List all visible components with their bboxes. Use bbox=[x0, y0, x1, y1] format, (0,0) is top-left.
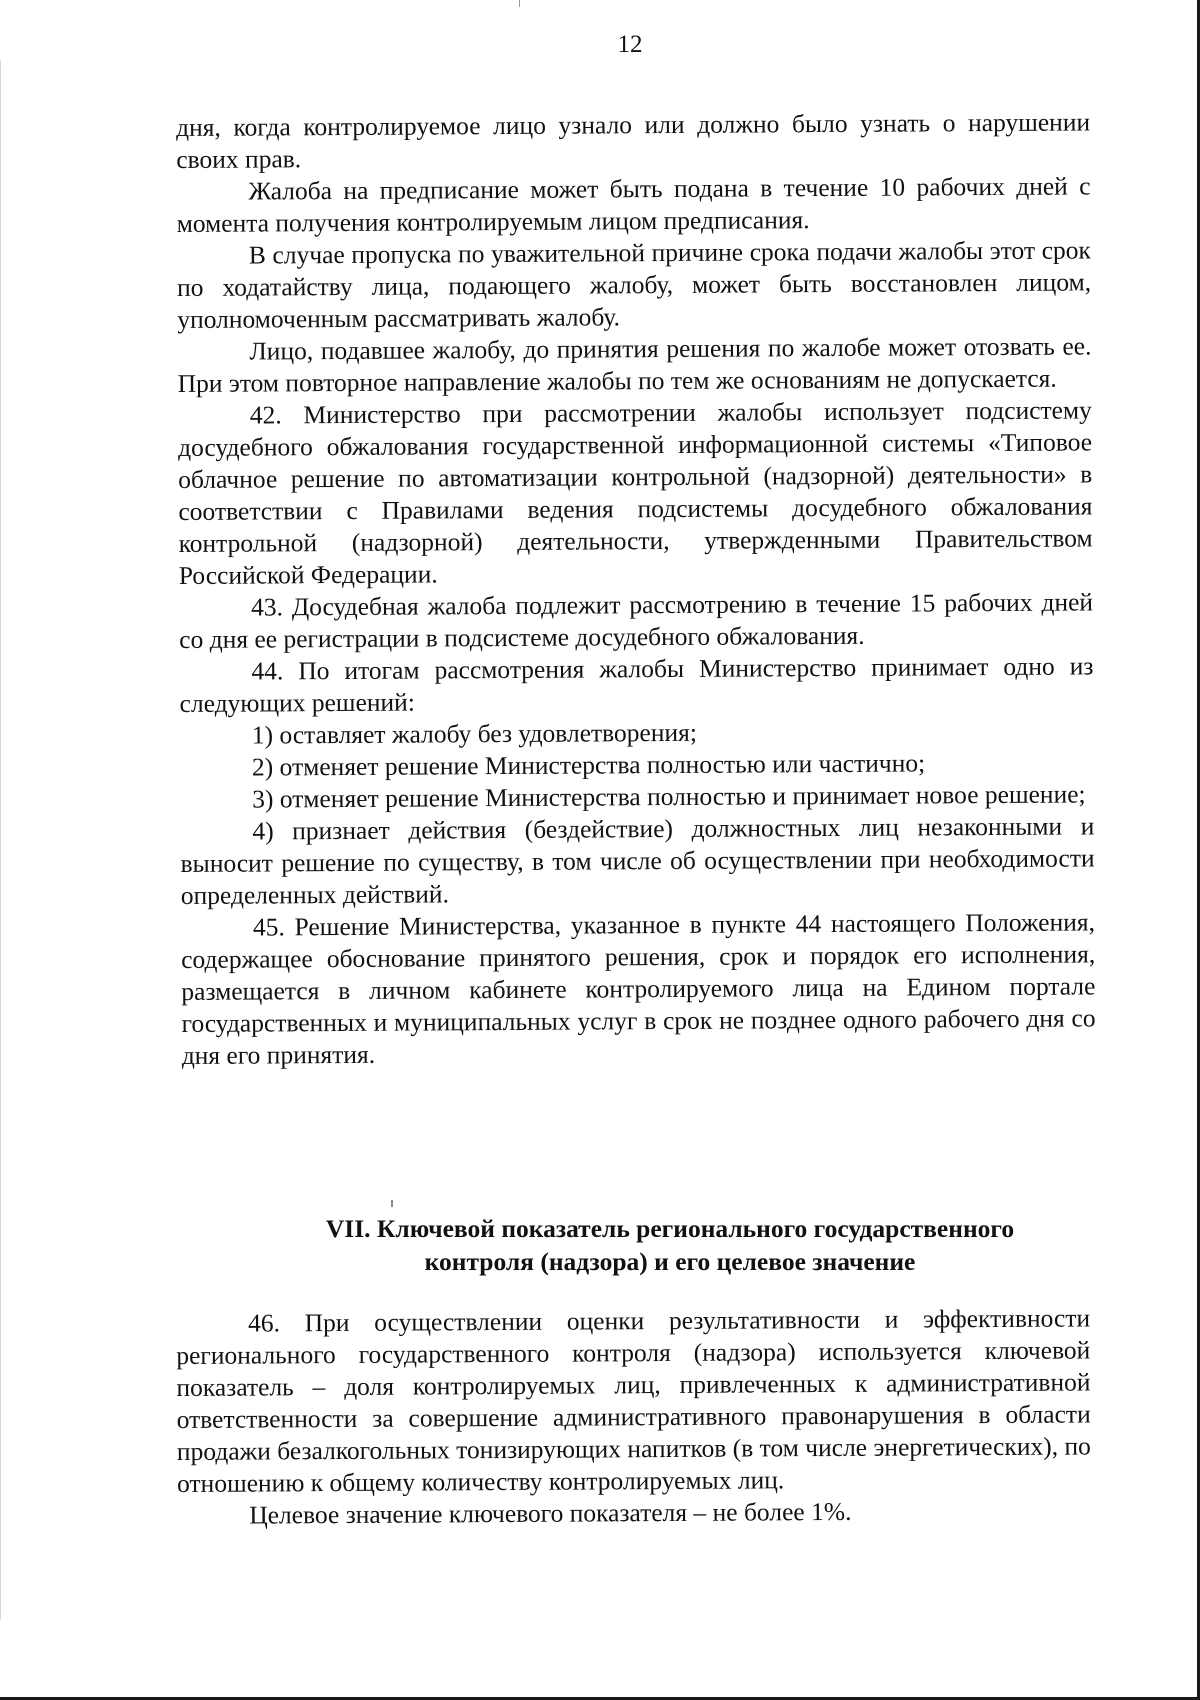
paragraph: Целевое значение ключевого показателя – не более 1%. bbox=[249, 1496, 852, 1530]
section-heading bbox=[250, 1212, 1090, 1278]
section-heading-line: контроля (надзора) и его целевое значение bbox=[424, 1247, 916, 1276]
section-heading-line: VII. Ключевой показатель регионального государственного bbox=[325, 1214, 1015, 1243]
list-item: 3) отменяет решение Министерства полностью и принимает новое решение; bbox=[252, 779, 1086, 814]
page-number: 12 bbox=[617, 31, 643, 58]
paragraph-item-46: 46. При осуществлении оценки результативности и эффективности регионального государственного контроля (надзора) используется ключевой показатель – доля контролируемых лиц, привлеченных к административной ответственности за совершение административного правонарушения в области продажи безалкогольных тонизирующих напитков (в том числе энергетических), по отношению к общему количеству контролируемых лиц. bbox=[176, 1303, 1091, 1498]
scan-edge-left bbox=[0, 60, 1, 1620]
paragraph-item-42: 42. Министерство при рассмотрении жалобы использует подсистему досудебного обжалования государственной информационной системы «Типовое облачное решение по автоматизации контрольной (надзорной) деятельности» в соответствии с Правилами ведения подсистемы досудебного обжалования контрольной (надзорной) деятельности, утвержденными Правительством Российской Федерации. bbox=[177, 395, 1093, 590]
scan-speck bbox=[519, 0, 520, 7]
paragraph: Жалоба на предписание может быть подана в течение 10 рабочих дней с момента получения контролируемым лицом предписания. bbox=[176, 171, 1091, 238]
scan-speck bbox=[391, 1200, 393, 1207]
body-text-bottom bbox=[176, 1302, 1091, 1532]
list-item: 2) отменяет решение Министерства полностью или частично; bbox=[251, 748, 926, 782]
paragraph-item-45: 45. Решение Министерства, указанное в пункте 44 настоящего Положения, содержащее обоснование принятого решения, срок и порядок его исполнения, размещается в личном кабинете контролируемого лица на Едином портале государственных и муниципальных услуг в срок не позднее одного рабочего дня со дня его принятия. bbox=[181, 907, 1096, 1070]
body-text-top bbox=[176, 106, 1096, 1072]
list-item: 1) оставляет жалобу без удовлетворения; bbox=[251, 717, 698, 750]
paragraph-item-43: 43. Досудебная жалоба подлежит рассмотрению в течение 15 рабочих дней со дня ее регистрации в подсистеме досудебного обжалования. bbox=[179, 587, 1094, 654]
paragraph: дня, когда контролируемое лицо узнало или должно было узнать о нарушении своих прав. bbox=[176, 107, 1091, 174]
paragraph: Лицо, подавшее жалобу, до принятия решения по жалобе может отозвать ее. При этом повторное направление жалобы по тем же основаниям не допускается. bbox=[177, 331, 1092, 398]
paragraph-item-44: 44. По итогам рассмотрения жалобы Министерство принимает одно из следующих решений: bbox=[179, 651, 1094, 718]
list-item: 4) признает действия (бездействие) должностных лиц незаконными и выносит решение по существу, в том числе об осуществлении при необходимости определенных действий. bbox=[180, 811, 1095, 910]
paragraph: В случае пропуска по уважительной причине срока подачи жалобы этот срок по ходатайству лица, подающего жалобу, может быть восстановлен лицом, уполномоченным рассматривать жалобу. bbox=[176, 235, 1092, 334]
